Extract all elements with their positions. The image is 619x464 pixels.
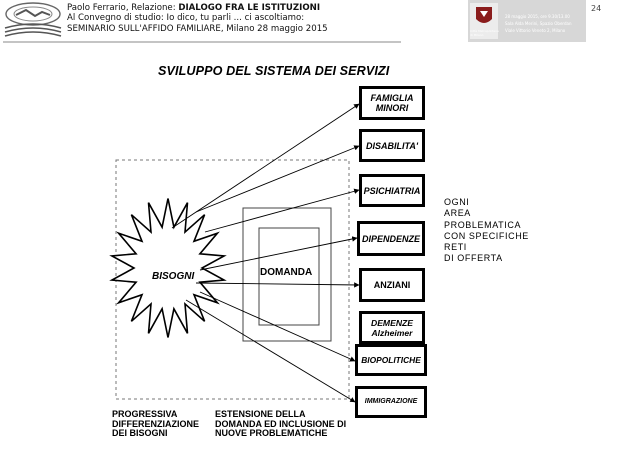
side-note-line: RETI	[444, 242, 467, 253]
side-note-line: AREA	[444, 208, 471, 219]
side-note	[444, 197, 529, 265]
banner-line2: Sala Alda Merini, Spazio Oberdan	[505, 21, 572, 26]
page-number: 24	[591, 4, 602, 13]
side-note-line: PROBLEMATICA	[444, 219, 522, 230]
caption-line: NUOVE PROBLEMATICHE	[215, 428, 328, 439]
service-label-demenze: DEMENZE Alzheimer	[370, 317, 414, 338]
caption-progressive-differentiation	[112, 410, 199, 439]
needs-label: BISOGNI	[152, 271, 195, 282]
service-box-psichiatria	[359, 174, 425, 207]
demand-label: DOMANDA	[260, 267, 313, 278]
header-line2: Al Convegno di studio: Io dico, tu parli ... ci ascoltiamo:	[67, 13, 305, 24]
caption-line: ESTENSIONE DELLA	[215, 409, 306, 419]
service-label-famiglia-minori: FAMIGLIA MINORI	[370, 93, 414, 113]
side-note-line: DI OFFERTA	[444, 253, 503, 264]
diagram-title: SVILUPPO DEL SISTEMA DEI SERVIZI	[158, 64, 390, 78]
service-box-dipendenze	[357, 221, 425, 256]
caption-demand-extension	[215, 410, 346, 439]
service-label-dipendenze: DIPENDENZE	[361, 233, 420, 244]
header-line1-prefix: Paolo Ferrario, Relazione:	[67, 3, 179, 13]
service-label-psichiatria: PSICHIATRIA	[363, 185, 421, 196]
service-label-disabilita: DISABILITA'	[366, 140, 418, 151]
arrow-to-disabilita	[196, 146, 359, 212]
banner-line1: 28 maggio 2015, ore 9.30/13.00	[505, 14, 570, 19]
service-box-immigrazione	[355, 386, 427, 418]
service-label-anziani: ANZIANI	[373, 280, 411, 290]
caption-line: DIFFERENZIAZIONE	[112, 418, 199, 429]
banner-line3: Viale Vittorio Veneto 2, Milano	[505, 28, 566, 33]
service-label-biopolitiche: BIOPOLITICHE	[361, 355, 421, 365]
caption-line: PROGRESSIVA	[112, 409, 178, 419]
service-box-anziani	[359, 268, 425, 302]
banner-logo-text: Città Metropolitana di Milano	[470, 29, 499, 37]
caption-line: DEI BISOGNI	[112, 428, 168, 439]
header-line1-bold: DIALOGO FRA LE ISTITUZIONI	[178, 3, 321, 13]
service-label-immigrazione: IMMIGRAZIONE	[364, 398, 418, 405]
caption-line: DOMANDA ED INCLUSIONE DI	[215, 418, 347, 429]
service-box-famiglia-minori	[359, 86, 425, 120]
service-box-demenze	[359, 311, 425, 344]
header-line3: SEMINARIO SULL'AFFIDO FAMILIARE, Milano 28 maggio 2015	[67, 23, 328, 34]
side-note-line: OGNI	[444, 197, 470, 207]
service-box-biopolitiche	[355, 344, 427, 376]
service-box-disabilita	[359, 129, 425, 162]
side-note-line: CON SPECIFICHE	[444, 230, 529, 241]
needs-starburst	[112, 199, 224, 338]
